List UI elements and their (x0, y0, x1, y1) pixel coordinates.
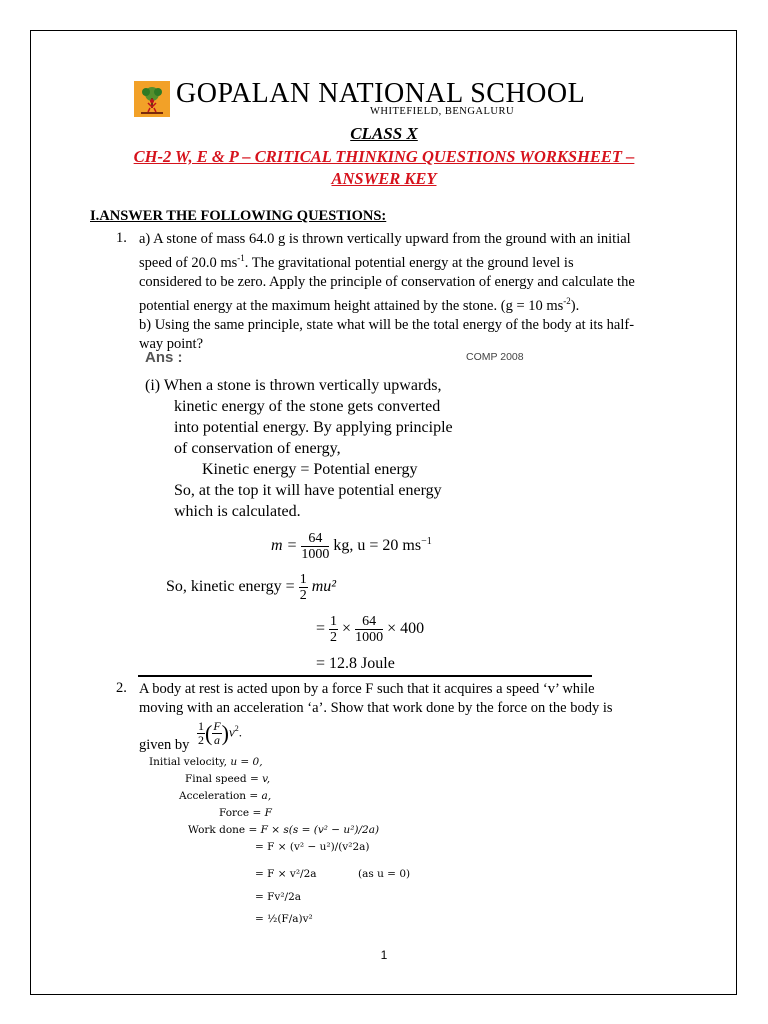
answer-line: (i) When a stone is thrown vertically upwards, (145, 377, 442, 394)
derivation-row: Force = F (219, 807, 272, 819)
derivation-row: Final speed = v, (185, 773, 271, 785)
mass-equation: m = $\frac{64}{1000}$ kg, u = 20 $ms^{-1}$ (271, 531, 432, 562)
substitution-equation: = $\frac{1}{2}$ × $\frac{64}{1000}$ × 400 (316, 614, 425, 645)
derivation-row: = F × (v² − u²)/(v²2a) (255, 841, 370, 853)
question-number: 1. (116, 230, 127, 246)
school-name: GOPALAN NATIONAL SCHOOL (176, 78, 586, 109)
kinetic-energy-equation: So, kinetic energy = $\frac{1}{2}$ mu² (166, 572, 337, 603)
question-2-text (139, 680, 679, 718)
worksheet-title-line2: ANSWER KEY (331, 169, 437, 188)
answer-line: kinetic energy of the stone gets converted (174, 398, 441, 415)
answer-line: which is calculated. (174, 503, 301, 520)
worksheet-title-line1: CH-2 W, E & P – CRITICAL THINKING QUESTIONS WORKSHEET – (133, 147, 635, 166)
answer-1-text (145, 375, 453, 522)
question-line: considered to be zero. Apply the principle of conservation of energy and calculate the (139, 273, 635, 290)
answer-line: into potential energy. By applying principle (174, 419, 453, 436)
question-line: b) Using the same principle, state what will be the total energy of the body at its half- (139, 316, 635, 333)
question-number: 2. (116, 680, 127, 696)
question-line: speed of 20.0 $ms^{-1}$. The gravitational potential energy at the ground level is (139, 253, 574, 271)
derivation-row: = Fv²/2a (255, 891, 302, 903)
question-line: potential energy at the maximum height attained by the stone. (g = 10 $ms^{-2}$). (139, 295, 580, 314)
question-line: A body at rest is acted upon by a force F such that it acquires a speed ‘v’ while (139, 681, 595, 697)
page-number: 1 (380, 948, 388, 962)
derivation-row: Initial velocity, u = 0, (149, 756, 263, 768)
answer-source: COMP 2008 (466, 351, 524, 363)
question-line: moving with an acceleration ‘a’. Show that work done by the force on the body is (139, 700, 613, 716)
divider-line (138, 675, 592, 677)
school-location: WHITEFIELD, BENGALURU (370, 106, 515, 117)
question-line: a) A stone of mass 64.0 g is thrown vertically upward from the ground with an initial (139, 231, 631, 247)
derivation-row: = ½(F/a)v² (255, 913, 313, 925)
answer-line: Kinetic energy = Potential energy (202, 461, 418, 478)
section-heading: I.ANSWER THE FOLLOWING QUESTIONS: (90, 208, 387, 224)
answer-line: of conservation of energy, (174, 440, 341, 457)
work-formula: $\frac{1}{2}$ ( $\frac{F}{a}$ )$v^2$. (198, 719, 243, 747)
answer-label: Ans : (145, 349, 183, 366)
derivation-row: Acceleration = a, (179, 790, 272, 802)
question-line: way point? (139, 335, 204, 352)
result-equation: = 12.8 Joule (316, 655, 395, 672)
answer-line: So, at the top it will have potential energy (174, 482, 442, 499)
school-logo-icon (134, 81, 170, 117)
worksheet-title (100, 146, 668, 190)
question-line: given by (139, 737, 190, 753)
derivation-note: (as u = 0) (358, 868, 411, 880)
question-1-text (139, 230, 679, 354)
derivation-row: = F × v²/2a (255, 868, 317, 880)
class-title: CLASS X (350, 124, 418, 143)
derivation-row: Work done = F × s(s = (v² − u²)/2a) (188, 824, 380, 836)
